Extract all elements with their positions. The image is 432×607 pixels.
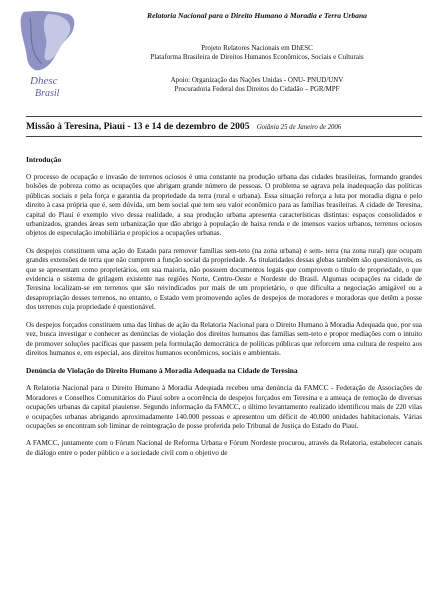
project-line-2: Plataforma Brasileira de Direitos Humanos Econômicos, Sociais e Culturais xyxy=(150,52,364,61)
divider-top xyxy=(26,116,422,117)
intro-heading: Introdução xyxy=(26,155,62,164)
project-line-1: Projeto Relatores Nacionais em DhESC xyxy=(201,44,313,52)
paragraph: Os despejos constituem uma ação do Estado para remover famílias sem-teto (na zona urbana) e sem- terra (na zona rural) que ocupam grandes extensões de terra que não cumprem a função social da propriedade. As titularidades dessas glebas também são questionáveis, os que se apresentam como proprietários, em sua maioria, não possuem documentos legais que comprovem o título de propriedade, o que evidencia o sistema de grilagem existente nas regiões Norte, Centro-Oeste e Nordeste do Brasil. Algumas ocupações na cidade de Teresina localizam-se em terrenos que são reivindicados por mais de um proprietário, o que dificulta a negociação amigável ou a desapropriação desses terrenos, no entanto, o Estado vem promovendo ações de despejos de moradores e moradoras que detêm a posse dos terrenos cuja propriedade é questionável. xyxy=(26,246,422,312)
support-info xyxy=(92,76,422,94)
project-info xyxy=(92,44,422,62)
mission-title-line xyxy=(26,122,422,132)
mission-title: Missão à Teresina, Piauí - 13 e 14 de dezembro de 2005 xyxy=(26,121,250,132)
section-heading: Denúncia de Violação do Direito Humano à Moradia Adequada na Cidade de Teresina xyxy=(26,366,298,376)
logo-word-brasil: Brasil xyxy=(35,88,60,99)
logo-word-dhesc: Dhesc xyxy=(30,75,58,87)
dhesc-brasil-logo xyxy=(18,8,80,106)
report-body xyxy=(26,155,422,466)
report-header-title: Relatoria Nacional para o Direito Humano à Moradia e Terra Urbana xyxy=(147,11,367,20)
paragraph: Os despejos forçados constituem uma das linhas de ação da Relatoria Nacional para o Direito Humano à Moradia Adequada que, por sua vez, busca investigar e conhecer as denúncias de violação dos direitos humanos das famílias sem-teto e propor mediações com o intuito de promover soluções pacíficas que passem pela formulação democrática de políticas públicas que reforcem uma cultura de respeito aos direitos humanos e, em especial, aos direitos humanos econômicos, sociais e ambientais. xyxy=(26,320,422,357)
support-line-2: Procuradoria Federal dos Direitos do Cidadão – PGR/MPF xyxy=(174,84,340,93)
mission-date: Goiânia 25 de Janeiro de 2006 xyxy=(256,124,342,131)
support-line-1: Apoio: Organização das Nações Unidas - ONU- PNUD/UNV xyxy=(170,76,344,84)
paragraph: A Relatoria Nacional para o Direito Humano à Moradia Adequada recebeu uma denúncia da FAMCC - Federação de Associações de Moradores e Conselhos Comunitários do Piauí sobre a ocorrência de despejos forçados em Teresina e a ameaça de remoção de diversas ocupações urbanas da capital piauiense. Segundo informação da FAMCC, o último levantamento realizado identificou mais de 220 vilas e ocupações urbanas abrigando aproximadamente 140.000 pessoas e apresentou um déficit de 40.000 unidades habitacionais. Várias ocupações se encontram sob liminar de reintegração de posse proferida pelo Tribunal de Justiça do Estado do Piauí. xyxy=(26,384,422,430)
divider-bottom xyxy=(26,136,422,137)
paragraph: O processo de ocupação e invasão de terrenos ociosos é uma constante na produção urbana das cidades brasileiras, formando grandes bolsões de pobreza como as ocupações que abrigam grande número de pessoas. O problema se agrava pela inadequação das políticas públicas sociais e pela força e garantia da propriedade da terra (rural e urbana). Essa situação reforça a luta por moradia digna e pelo direito à casa própria que é, sem dúvida, um bem social que tem seu valor econômico para as famílias brasileiras. A cidade de Teresina, capital do Piauí é exemplo vivo dessa realidade, a sua produção urbana apresenta características distintas: espaços consolidados e urbanizados, grandes áreas sem urbanização que dão abrigo à população de baixa renda e de imensos vazios urbanos, terrenos ociosos objetos de especulação imobiliária e propícios a ocupações urbanas. xyxy=(26,173,422,238)
paragraph: A FAMCC, juntamente com o Fórum Nacional de Reforma Urbana e Fórum Nordeste procurou, através da Relatoria, estabelecer canais de diálogo entre o poder público e a sociedade civil com o objetivo de xyxy=(26,439,422,457)
